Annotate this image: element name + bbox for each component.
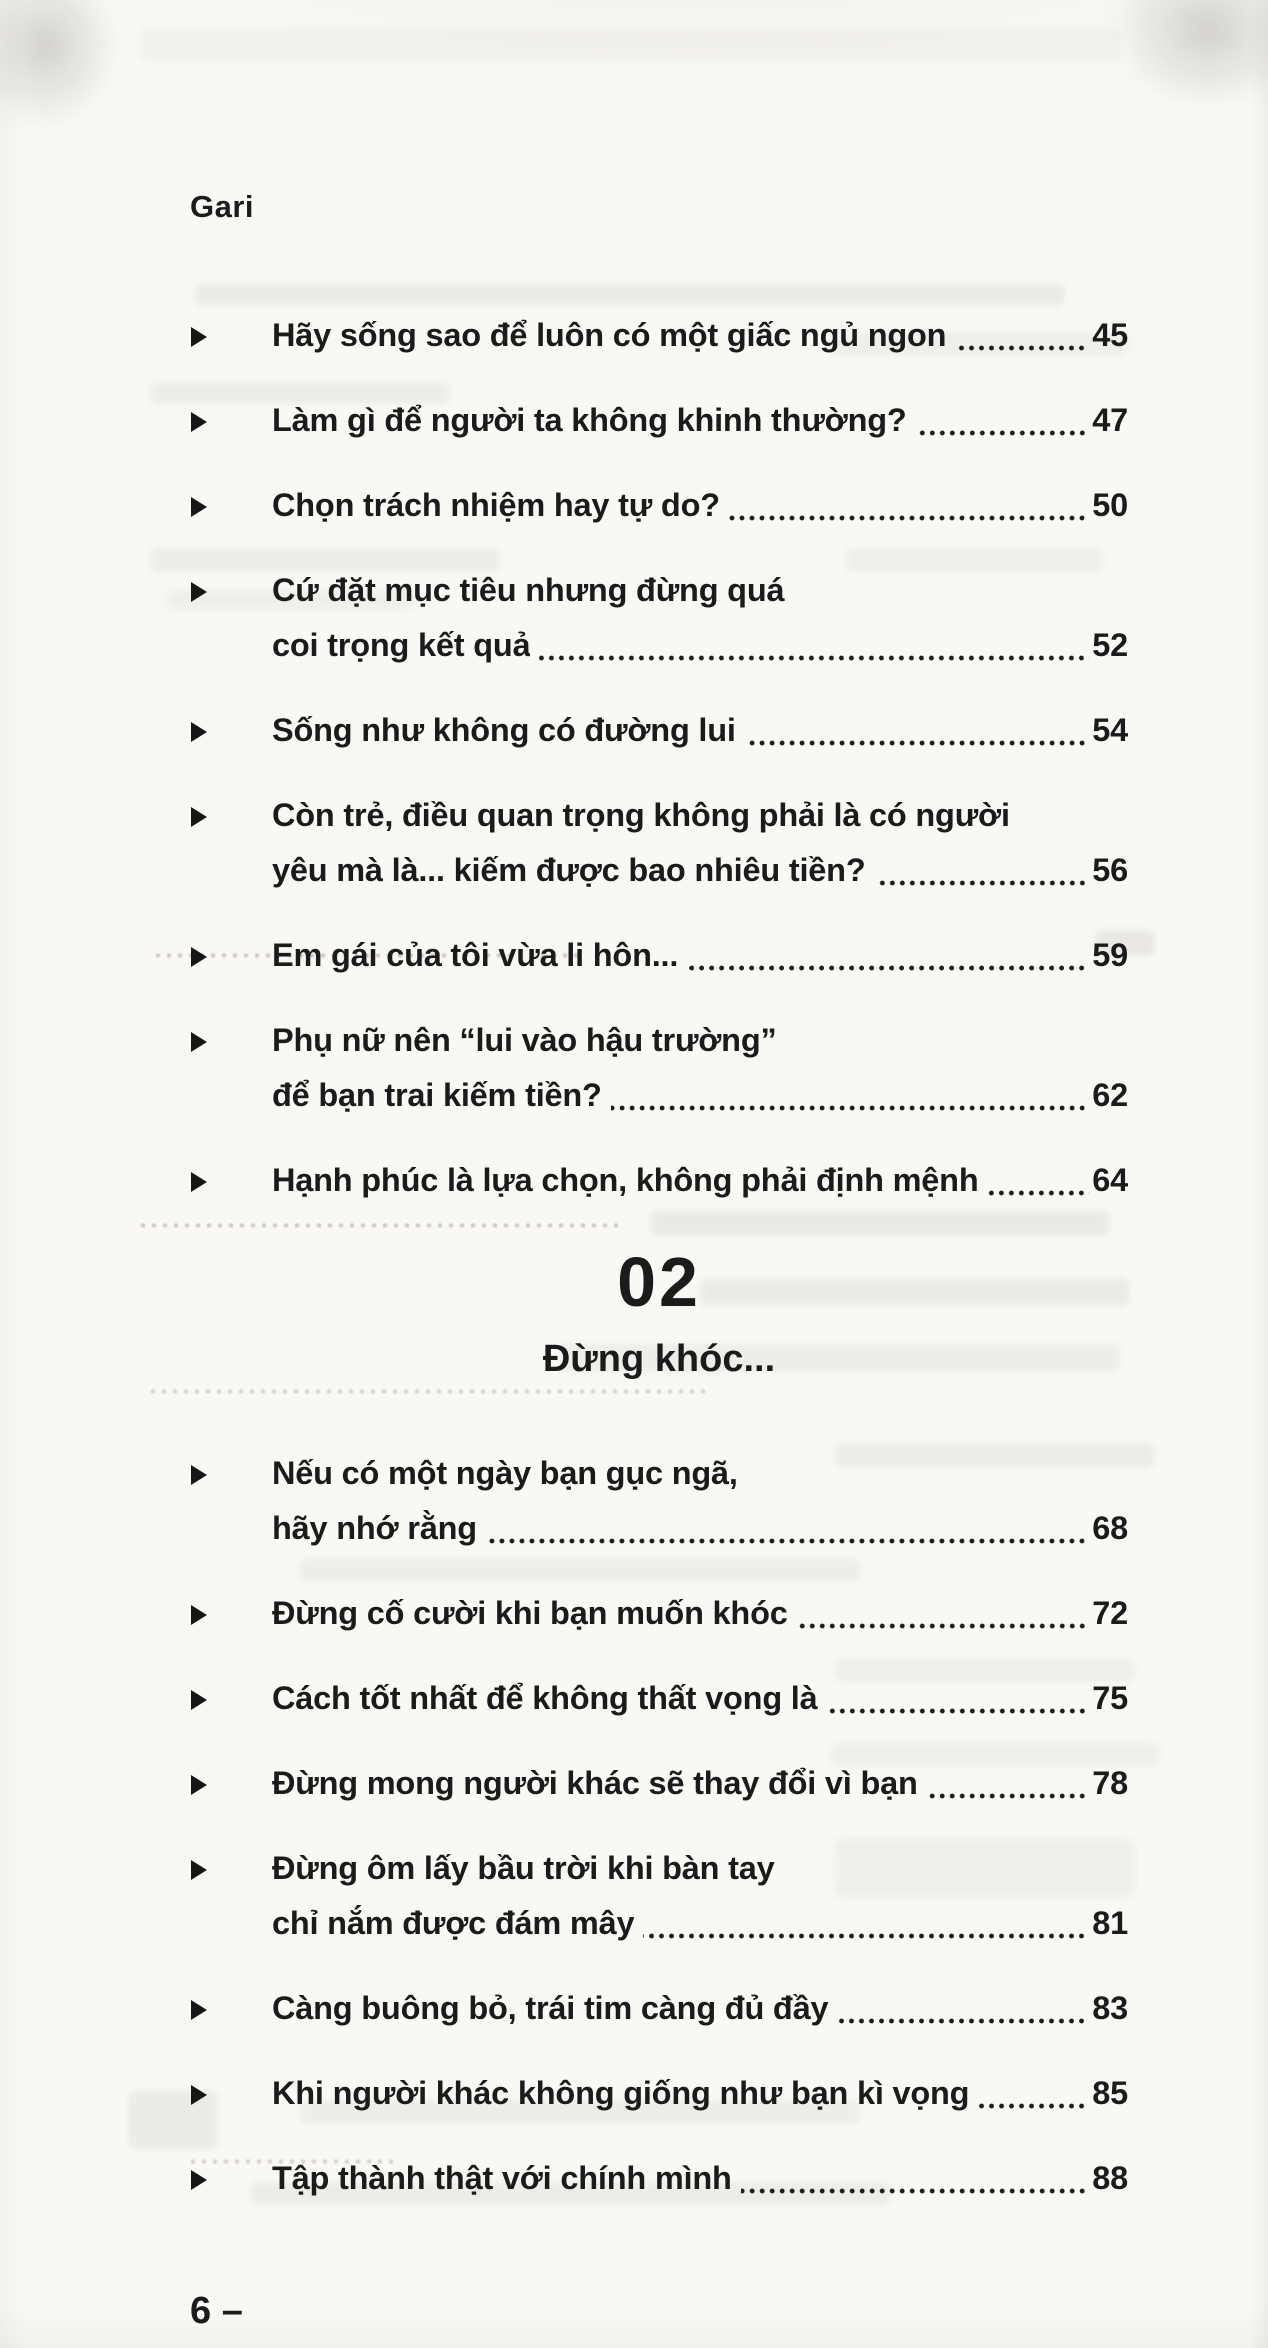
- toc-entry: [190, 2066, 1128, 2121]
- toc-entry: [190, 1153, 1128, 1208]
- toc-entry-lines: [272, 1013, 1128, 1123]
- toc-entry-line: [272, 1756, 1128, 1811]
- toc-entry-title: Cách tốt nhất để không thất vọng là: [272, 1680, 818, 1716]
- section-title: Đừng khóc...: [542, 1338, 776, 1380]
- toc-entry-line: [272, 1671, 1128, 1726]
- toc-entry-line: [272, 1896, 1128, 1951]
- dot-leader: [729, 515, 1089, 521]
- bullet-arrow-icon: [191, 497, 207, 517]
- dot-leader: [745, 740, 1090, 746]
- toc-entry-lines: [272, 1841, 1128, 1951]
- toc-entry: [190, 1013, 1128, 1123]
- toc-entry-title: Đừng mong người khác sẽ thay đổi vì bạn: [272, 1765, 918, 1801]
- toc-entry: [190, 1671, 1128, 1726]
- dot-leader: [643, 1933, 1089, 1939]
- toc-entry-page-number: 47: [1092, 402, 1128, 438]
- page-footer: [190, 2288, 1128, 2334]
- toc-entry-title: hãy nhớ rằng: [272, 1510, 477, 1546]
- toc-entry-title: Em gái của tôi vừa li hôn...: [272, 937, 679, 973]
- toc-entry-lines: [272, 1586, 1128, 1641]
- toc-entry-line: [272, 1153, 1128, 1208]
- toc-entry: [190, 1586, 1128, 1641]
- toc-entry-lines: [272, 393, 1128, 448]
- toc-entry-lines: [272, 928, 1128, 983]
- toc-entry-title: Sống như không có đường lui: [272, 712, 736, 748]
- toc-entry-line: Cứ đặt mục tiêu nhưng đừng quá: [272, 572, 785, 608]
- toc-entry-page-number: 62: [1092, 1077, 1128, 1113]
- dot-leader: [741, 2188, 1090, 2194]
- toc-entry-page-number: 68: [1092, 1510, 1128, 1546]
- section-number: 02: [617, 1243, 701, 1321]
- toc-entry: [190, 1756, 1128, 1811]
- toc-entry-title: yêu mà là... kiếm được bao nhiêu tiền?: [272, 852, 866, 888]
- toc-entry-lines: [272, 1981, 1128, 2036]
- toc-entry-page-number: 85: [1092, 2075, 1128, 2111]
- toc-entry-line: [272, 308, 1128, 363]
- toc-entry-page-number: 45: [1092, 317, 1128, 353]
- toc-entry-line: [272, 1501, 1128, 1556]
- toc-entry-title: để bạn trai kiếm tiền?: [272, 1077, 602, 1113]
- toc-entry: [190, 308, 1128, 363]
- toc-entry-line: [272, 843, 1128, 898]
- toc-entry-title: Đừng cố cười khi bạn muốn khóc: [272, 1595, 788, 1631]
- toc-entry-title: Hãy sống sao để luôn có một giấc ngủ ngon: [272, 317, 947, 353]
- table-of-contents: [190, 308, 1128, 2206]
- dot-leader: [978, 2103, 1089, 2109]
- toc-entry: [190, 478, 1128, 533]
- toc-entry-page-number: 72: [1092, 1595, 1128, 1631]
- dot-leader: [955, 345, 1089, 351]
- bullet-arrow-icon: [191, 2000, 207, 2020]
- bullet-arrow-icon: [191, 1172, 207, 1192]
- dot-leader: [927, 1793, 1090, 1799]
- toc-entry-lines: [272, 1756, 1128, 1811]
- folio-dash: –: [211, 2290, 243, 2332]
- toc-entry: [190, 563, 1128, 673]
- toc-entry: [190, 788, 1128, 898]
- toc-entry: [190, 1981, 1128, 2036]
- toc-entry: [190, 1446, 1128, 1556]
- toc-entry-page-number: 81: [1092, 1905, 1128, 1941]
- toc-entry-lines: [272, 308, 1128, 363]
- bullet-arrow-icon: [191, 947, 207, 967]
- bullet-arrow-icon: [191, 327, 207, 347]
- toc-entry-line: [272, 1981, 1128, 2036]
- dot-leader: [611, 1105, 1090, 1111]
- bullet-arrow-icon: [191, 2085, 207, 2105]
- toc-entry-page-number: 50: [1092, 487, 1128, 523]
- dot-leader: [687, 965, 1089, 971]
- bullet-arrow-icon: [191, 582, 207, 602]
- toc-entry-lines: [272, 788, 1128, 898]
- toc-entry-line: [272, 2066, 1128, 2121]
- dot-leader: [827, 1708, 1090, 1714]
- toc-entry: [190, 393, 1128, 448]
- toc-entry-title: chỉ nắm được đám mây: [272, 1905, 635, 1941]
- toc-entry-page-number: 52: [1092, 627, 1128, 663]
- toc-entry-title: Khi người khác không giống như bạn kì vọng: [272, 2075, 970, 2111]
- toc-entry-lines: [272, 1671, 1128, 1726]
- toc-entry-lines: [272, 2066, 1128, 2121]
- bullet-arrow-icon: [191, 2170, 207, 2190]
- folio-page-number: 6: [190, 2290, 212, 2332]
- toc-entry-title: coi trọng kết quả: [272, 627, 531, 663]
- bullet-arrow-icon: [191, 807, 207, 827]
- toc-entry-title: Càng buông bỏ, trái tim càng đủ đầy: [272, 1990, 829, 2026]
- toc-entry-page-number: 75: [1092, 1680, 1128, 1716]
- toc-entry-lines: [272, 1153, 1128, 1208]
- toc-entry-line: [272, 928, 1128, 983]
- dot-leader: [875, 880, 1090, 886]
- toc-entry-lines: [272, 2151, 1128, 2206]
- bullet-arrow-icon: [191, 1465, 207, 1485]
- toc-entry-line: [272, 478, 1128, 533]
- toc-entry: [190, 2151, 1128, 2206]
- toc-entry-line: [272, 618, 1128, 673]
- toc-entry-line: Còn trẻ, điều quan trọng không phải là có người: [272, 797, 1010, 833]
- toc-entry-page-number: 83: [1092, 1990, 1128, 2026]
- toc-entry: [190, 703, 1128, 758]
- toc-entry-lines: [272, 703, 1128, 758]
- section-heading: [190, 1243, 1128, 1382]
- dot-leader: [837, 2018, 1089, 2024]
- toc-entry-title: Chọn trách nhiệm hay tự do?: [272, 487, 720, 523]
- bullet-arrow-icon: [191, 1690, 207, 1710]
- running-header: Gari: [190, 189, 255, 224]
- toc-entry-line: [272, 393, 1128, 448]
- toc-entry-line: Phụ nữ nên “lui vào hậu trường”: [272, 1022, 777, 1058]
- toc-entry-line: Đừng ôm lấy bầu trời khi bàn tay: [272, 1850, 775, 1886]
- toc-entry-title: Hạnh phúc là lựa chọn, không phải định mệnh: [272, 1162, 979, 1198]
- dot-leader: [987, 1190, 1089, 1196]
- toc-entry-line: [272, 2151, 1128, 2206]
- toc-entry-page-number: 59: [1092, 937, 1128, 973]
- toc-entry-lines: [272, 563, 1128, 673]
- toc-entry-line: Nếu có một ngày bạn gục ngã,: [272, 1455, 738, 1491]
- dot-leader: [486, 1538, 1089, 1544]
- dot-leader: [797, 1623, 1090, 1629]
- toc-entry-line: [272, 1068, 1128, 1123]
- bullet-arrow-icon: [191, 412, 207, 432]
- toc-entry-page-number: 64: [1092, 1162, 1128, 1198]
- toc-entry-page-number: 56: [1092, 852, 1128, 888]
- toc-entry: [190, 1841, 1128, 1951]
- toc-entry-page-number: 78: [1092, 1765, 1128, 1801]
- toc-entry-line: [272, 703, 1128, 758]
- toc-entry-title: Tập thành thật với chính mình: [272, 2160, 732, 2196]
- dot-leader: [916, 430, 1090, 436]
- bullet-arrow-icon: [191, 1032, 207, 1052]
- toc-entry-title: Làm gì để người ta không khinh thường?: [272, 402, 907, 438]
- dot-leader: [539, 655, 1089, 661]
- toc-entry-lines: [272, 478, 1128, 533]
- toc-entry-page-number: 54: [1092, 712, 1128, 748]
- bullet-arrow-icon: [191, 1775, 207, 1795]
- bullet-arrow-icon: [191, 1605, 207, 1625]
- bullet-arrow-icon: [191, 722, 207, 742]
- toc-entry-lines: [272, 1446, 1128, 1556]
- toc-entry-page-number: 88: [1092, 2160, 1128, 2196]
- toc-entry-line: [272, 1586, 1128, 1641]
- toc-entry: [190, 928, 1128, 983]
- bullet-arrow-icon: [191, 1860, 207, 1880]
